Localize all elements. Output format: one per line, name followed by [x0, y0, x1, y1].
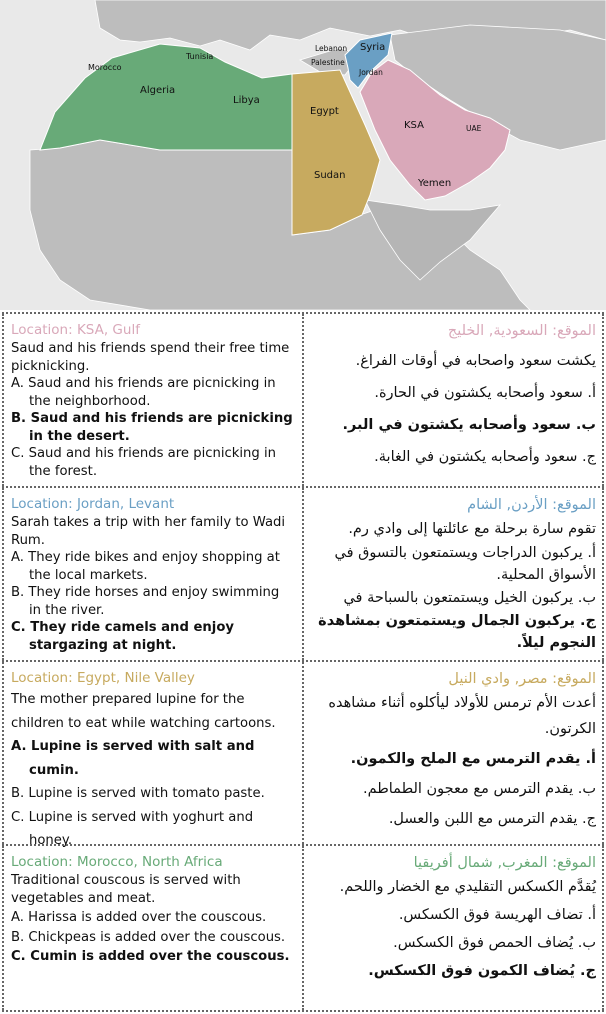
option-a-ar: أ. يركبون الدراجات ويستمتعون بالتسوق في الأسواق المحلية.: [334, 545, 596, 583]
map-label-morocco: Morocco: [88, 63, 122, 72]
map-label-palestine: Palestine: [311, 58, 345, 67]
option-b-correct: B. Saud and his friends are picnicking in the desert.: [11, 411, 293, 444]
option-c-correct: C. Cumin is added over the couscous.: [11, 949, 290, 964]
english-cell: [2, 314, 304, 486]
scenario-sentence: The mother prepared lupine for the children to eat while watching cartoons.: [11, 692, 276, 731]
map-label-lebanon: Lebanon: [315, 44, 348, 53]
option-a: A. They ride bikes and enjoy shopping at the local markets.: [11, 550, 280, 583]
option-a: A. Saud and his friends are picnicking in the neighborhood.: [11, 376, 276, 409]
arabic-cell: [304, 662, 604, 844]
option-a-ar-correct: أ. يقدم الترمس مع الملح والكمون.: [350, 751, 596, 767]
option-c-ar-correct: ج. يُضاف الكمون فوق الكسكس.: [368, 963, 596, 979]
option-a-correct: A. Lupine is served with salt and cumin.: [11, 739, 255, 778]
location-label-ar: الموقع: السعودية, الخليج: [447, 323, 596, 339]
location-label-ar: الموقع: المغرب, شمال أفريقيا: [413, 855, 596, 871]
region-map: [0, 0, 606, 310]
option-b-ar-correct: ب. سعود وأصحابه يكشتون في البر.: [342, 417, 596, 433]
scenario-sentence: Traditional couscous is served with vegetables and meat.: [11, 873, 241, 906]
location-label: Location: Jordan, Levant: [11, 496, 175, 512]
scenario-sentence-ar: يُقدَّم الكسكس التقليدي مع الخضار واللحم.: [339, 879, 596, 895]
arabic-cell: [304, 488, 604, 660]
option-c-correct: C. They ride camels and enjoy stargazing at night.: [11, 620, 234, 653]
map-label-syria: Syria: [360, 42, 386, 53]
map-label-algeria: Algeria: [140, 85, 176, 96]
arabic-cell: [304, 314, 604, 486]
location-label: Location: Egypt, Nile Valley: [11, 670, 195, 686]
option-b: B. Chickpeas is added over the couscous.: [11, 929, 286, 945]
option-a-ar: أ. سعود وأصحابه يكشتون في الحارة.: [374, 385, 596, 401]
option-c: C. Lupine is served with yoghurt and honey.: [11, 809, 254, 848]
map-label-tunisia: Tunisia: [186, 52, 214, 61]
arabic-cell: [304, 846, 604, 1010]
option-b: B. Lupine is served with tomato paste.: [11, 786, 265, 801]
map-label-ksa: KSA: [404, 120, 424, 131]
table-row: [2, 660, 604, 848]
scenario-sentence: Saud and his friends spend their free time picknicking.: [11, 341, 290, 374]
table-row: [2, 486, 604, 660]
location-label: Location: KSA, Gulf: [11, 322, 140, 338]
table-row: [2, 844, 604, 1012]
option-c-ar: ج. يقدم الترمس مع اللبن والعسل.: [388, 811, 596, 827]
location-label-ar: الموقع: مصر, وادي النيل: [448, 671, 596, 687]
scenario-sentence-ar: أعدت الأم ترمس للأولاد ليأكلوه أثناء مشاهده الكرتون.: [328, 695, 596, 737]
map-label-yemen: Yemen: [418, 178, 452, 189]
map-label-uae: UAE: [466, 124, 482, 133]
option-c-ar: ج. سعود وأصحابه يكشتون في الغابة.: [374, 449, 596, 465]
table-row: [2, 312, 604, 486]
scenario-sentence-ar: تقوم سارة برحلة مع عائلتها إلى وادي رم.: [348, 521, 596, 537]
location-label: Location: Morocco, North Africa: [11, 854, 223, 870]
map-label-libya: Libya: [233, 95, 260, 106]
option-a-ar: أ. تضاف الهريسة فوق الكسكس.: [398, 907, 596, 923]
option-a: A. Harissa is added over the couscous.: [11, 910, 267, 925]
option-b-ar: ب. يقدم الترمس مع معجون الطماطم.: [362, 781, 596, 797]
scenario-sentence-ar: يكشت سعود واصحابه في أوقات الفراغ.: [355, 353, 596, 369]
location-label-ar: الموقع: الأردن, الشام: [467, 497, 596, 513]
english-cell: [2, 662, 304, 848]
option-b-ar: ب. يُضاف الحمص فوق الكسكس.: [393, 935, 596, 951]
option-b: B. They ride horses and enjoy swimming in the river.: [11, 585, 280, 618]
scenario-sentence: Sarah takes a trip with her family to Wadi Rum.: [11, 515, 286, 548]
scenario-table: [2, 312, 604, 1012]
map-label-egypt: Egypt: [310, 106, 339, 117]
option-b-ar: ب. يركبون الخيل ويستمتعون بالسباحة في: [343, 590, 596, 606]
english-cell: [2, 846, 304, 1010]
option-c: C. Saud and his friends are picnicking in the forest.: [11, 446, 277, 479]
region-map-svg: [0, 0, 606, 310]
map-label-sudan: Sudan: [314, 170, 346, 181]
map-label-jordan: Jordan: [359, 68, 383, 77]
option-c-ar-correct: ج. يركبون الجمال ويستمتعون بمشاهدة النجوم ليلاً.: [318, 613, 596, 651]
english-cell: [2, 488, 304, 660]
